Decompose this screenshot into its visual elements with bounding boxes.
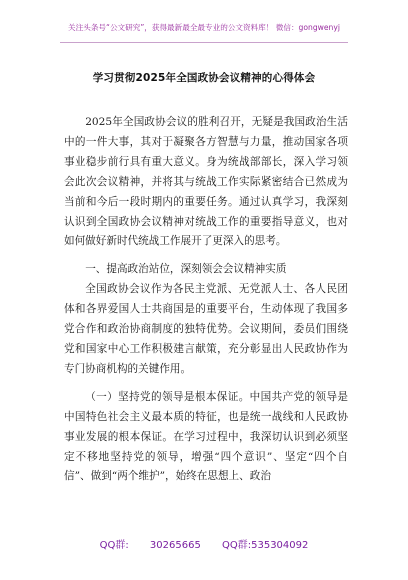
document-body (64, 113, 348, 487)
section-heading-1: 一、提高政治站位，深刻领会会议精神实质 (85, 263, 287, 276)
paragraph-section-1: 全国政协会议作为各民主党派、无党派人士、各人民团体和各界爱国人士共商国是的重要平台，生动体现了我国多党合作和政治协商制度的独特优势。会议期间，委员们围绕党和国家中心工作积极建言献策，充分彰显出人民政协作为专门协商机构的关键作用。 (64, 283, 348, 375)
header-banner: 关注头条号“公文研究”，获得最新最全最专业的公文资料库！ 微信：gongwenyj (68, 23, 340, 32)
header-divider (60, 42, 348, 43)
footer-qq-groups: QQ群: 30265665 QQ群:535304092 (99, 540, 309, 551)
paragraph-intro: 2025年全国政协会议的胜利召开，无疑是我国政治生活中的一件大事，其对于凝聚各方智慧与力量，推动国家各项事业稳步前行具有重大意义。身为统战部部长，深入学习领会此次会议精神，并将其与统战工作实际紧密结合已然成为当前和今后一段时期内的重要任务。通过认真学习，我深刻认识到全国政协会议精神对统战工作的重要指导意义，也对如何做好新时代统战工作展开了更深入的思考。 (64, 116, 348, 248)
document-title: 学习贯彻2025年全国政协会议精神的心得体会 (92, 72, 316, 84)
paragraph-subsection-1: （一）坚持党的领导是根本保证。中国共产党的领导是中国特色社会主义最本质的特征，也是统一战线和人民政协事业发展的根本保证。在学习过程中，我深切认识到必须坚定不移地坚持党的领导，增强“四个意识”、坚定“四个自信”、做到“两个维护”，始终在思想上、政治 (64, 390, 348, 483)
